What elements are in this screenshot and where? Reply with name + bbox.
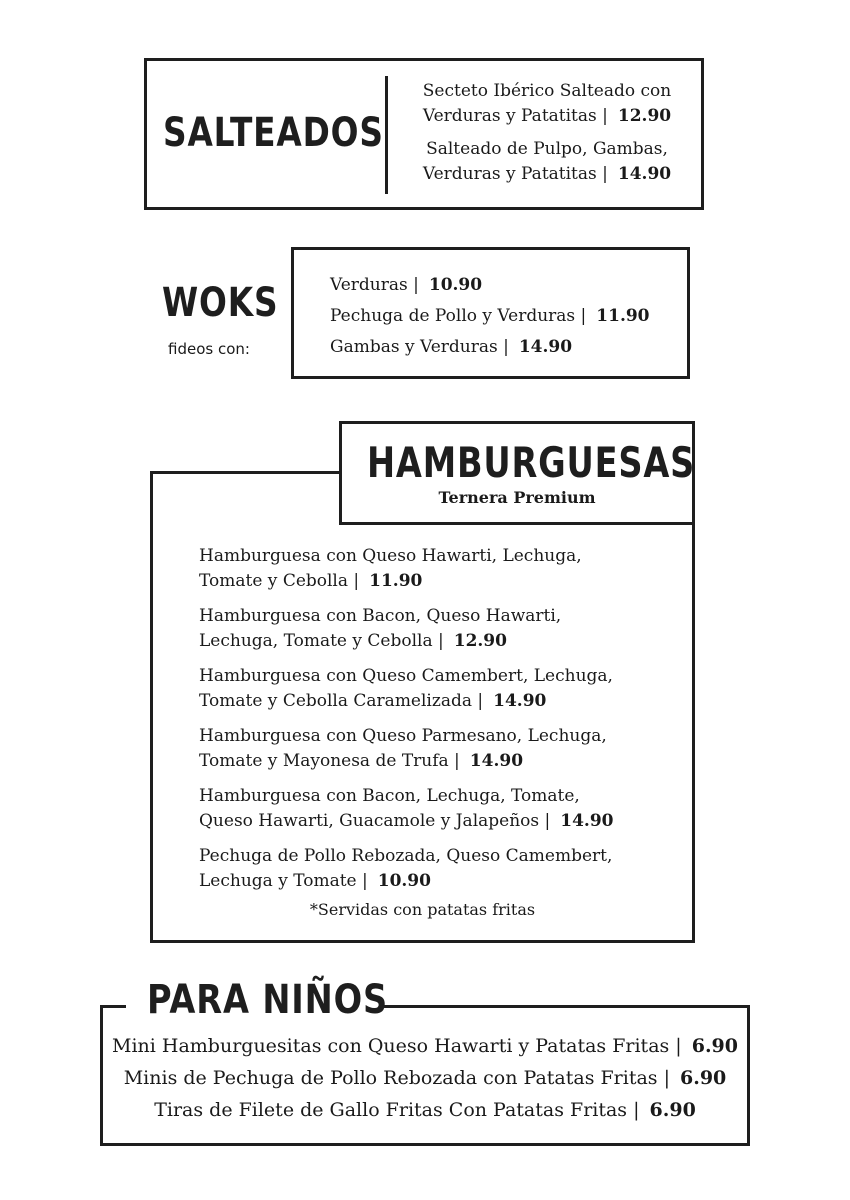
woks-item-price: 11.90 [596, 306, 650, 326]
hamburguesa-item [199, 544, 613, 594]
para-ninos-item-price: 6.90 [691, 1035, 738, 1057]
salteados-item [392, 137, 702, 187]
hamburguesa-item-line1: Pechuga de Pollo Rebozada, Queso Camembert, [199, 846, 613, 866]
salteados-divider [385, 76, 388, 194]
hamburguesa-item-price: 12.90 [453, 631, 507, 651]
woks-items [330, 270, 650, 363]
woks-item-name: Gambas y Verduras | [330, 337, 509, 357]
hamburguesa-item-line1: Hamburguesa con Queso Parmesano, Lechuga, [199, 726, 607, 746]
woks-item [330, 270, 650, 301]
hamburguesa-item-line1: Hamburguesa con Queso Hawarti, Lechuga, [199, 546, 582, 566]
hamburguesas-items [199, 544, 613, 904]
hamburguesa-item [199, 604, 613, 654]
hamburguesa-item-line2: Queso Hawarti, Guacamole y Jalapeños | [199, 811, 551, 831]
hamburguesa-item-price: 14.90 [469, 751, 524, 771]
hamburguesa-item-price: 14.90 [560, 811, 614, 831]
salteados-item-line2: Verduras y Patatitas | [422, 164, 608, 184]
salteados-item-price: 14.90 [617, 164, 672, 184]
hamburguesa-item [199, 784, 613, 834]
salteados-item-line2: Verduras y Patatitas | [422, 106, 608, 126]
salteados-item [392, 79, 702, 129]
salteados-item-line1: Salteado de Pulpo, Gambas, [426, 139, 668, 159]
salteados-item-price: 12.90 [617, 106, 672, 126]
woks-item-name: Pechuga de Pollo y Verduras | [330, 306, 587, 326]
hamburguesa-item [199, 724, 613, 774]
hamburguesa-item [199, 664, 613, 714]
hamburguesa-item-line1: Hamburguesa con Bacon, Queso Hawarti, [199, 606, 562, 626]
woks-title: WOKS [162, 280, 279, 326]
hamburguesa-item-line1: Hamburguesa con Queso Camembert, Lechuga, [199, 666, 613, 686]
para-ninos-item-price: 6.90 [680, 1067, 727, 1089]
hamburguesa-item-line1: Hamburguesa con Bacon, Lechuga, Tomate, [199, 786, 580, 806]
hamburguesa-item-price: 10.90 [377, 871, 431, 891]
para-ninos-item-name: Minis de Pechuga de Pollo Rebozada con Patatas Fritas | [123, 1067, 670, 1089]
hamburguesa-item-line2: Tomate y Mayonesa de Trufa | [199, 751, 460, 771]
woks-item-name: Verduras | [330, 275, 419, 295]
woks-item [330, 332, 650, 363]
hamburguesas-subtitle: Ternera Premium [438, 488, 596, 507]
hamburguesa-item-price: 11.90 [369, 571, 423, 591]
para-ninos-item [100, 1094, 750, 1126]
hamburguesa-item-price: 14.90 [493, 691, 547, 711]
hamburguesa-item-line2: Lechuga y Tomate | [199, 871, 368, 891]
para-ninos-items [100, 1030, 750, 1126]
para-ninos-item-name: Mini Hamburguesitas con Queso Hawarti y Patatas Fritas | [112, 1035, 682, 1057]
hamburguesa-item-line2: Tomate y Cebolla | [199, 571, 360, 591]
hamburguesas-note: *Servidas con patatas fritas [309, 900, 536, 919]
para-ninos-item [100, 1062, 750, 1094]
para-ninos-item-name: Tiras de Filete de Gallo Fritas Con Patatas Fritas | [154, 1099, 640, 1121]
hamburguesa-item-line2: Tomate y Cebolla Caramelizada | [199, 691, 484, 711]
salteados-items [392, 79, 702, 187]
hamburguesas-title: HAMBURGUESAS [367, 438, 696, 487]
para-ninos-item [100, 1030, 750, 1062]
para-ninos-item-price: 6.90 [649, 1099, 696, 1121]
hamburguesa-item [199, 844, 613, 894]
woks-item-price: 10.90 [428, 275, 483, 295]
woks-item [330, 301, 650, 332]
para-ninos-title: PARA NIÑOS [147, 977, 389, 1023]
woks-subtitle: fideos con: [168, 340, 250, 358]
woks-item-price: 14.90 [518, 337, 573, 357]
hamburguesa-item-line2: Lechuga, Tomate y Cebolla | [199, 631, 444, 651]
salteados-title: SALTEADOS [163, 110, 384, 156]
salteados-item-line1: Secteto Ibérico Salteado con [422, 81, 672, 101]
